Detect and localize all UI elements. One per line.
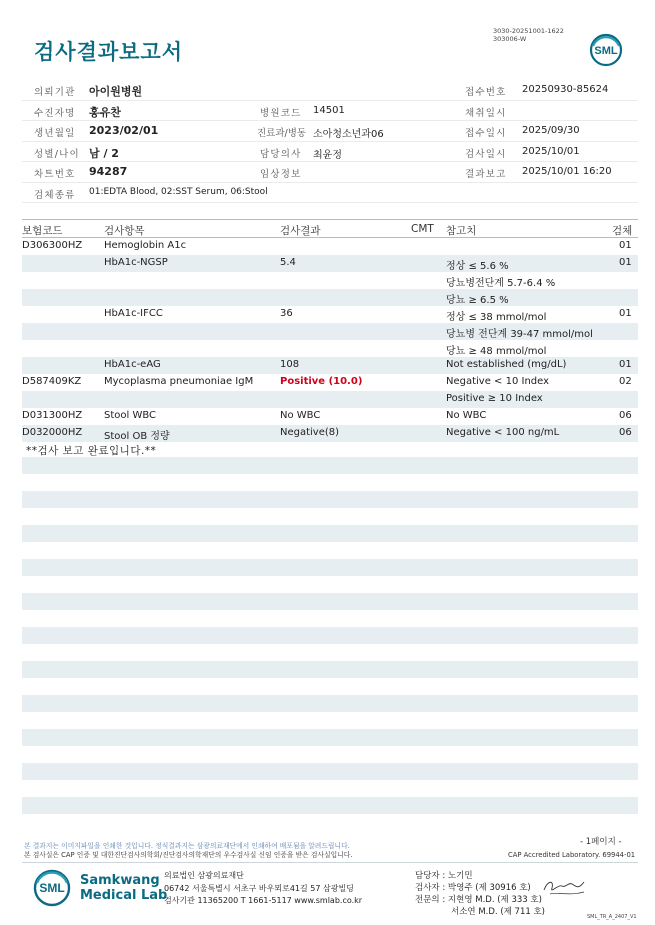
table-row bbox=[22, 340, 638, 357]
header-ref: 참고치 bbox=[446, 225, 477, 237]
notice-accreditation: 본 검사실은 CAP 인증 및 대한진단검사의학회/진단검사의학재단의 우수검사실 신임 인증을 받은 검사실입니다. bbox=[24, 851, 353, 859]
header-specimen: 검체 bbox=[612, 225, 633, 237]
patient-label: 수진자명 bbox=[34, 107, 76, 119]
report-complete-text: **검사 보고 완료입니다.** bbox=[26, 445, 157, 457]
doctor-value: 최윤정 bbox=[313, 149, 342, 161]
report-date-label: 결과보고 bbox=[465, 169, 507, 180]
sex-age-value: 남 / 2 bbox=[89, 146, 119, 160]
signature-icon bbox=[540, 876, 588, 898]
patient-info bbox=[22, 80, 638, 203]
test-date-value: 2025/10/01 bbox=[522, 145, 580, 157]
doc-id-1: 3030-20251001-1622 bbox=[493, 27, 564, 35]
receipt-no-value: 20250930-85624 bbox=[522, 84, 609, 95]
page-title: 검사결과보고서 bbox=[34, 40, 184, 64]
cell-item: HbA1c-NGSP bbox=[104, 257, 168, 268]
sex-age-label: 성별/나이 bbox=[34, 148, 80, 160]
cell-result: No WBC bbox=[280, 410, 321, 421]
cell-spec: 06 bbox=[619, 410, 632, 421]
cell-result: 108 bbox=[280, 359, 300, 370]
empty-row bbox=[22, 797, 638, 814]
cell-code: D031300HZ bbox=[22, 410, 83, 421]
hospital-label: 의뢰기관 bbox=[34, 87, 76, 98]
specimen-value: 01:EDTA Blood, 02:SST Serum, 06:Stool bbox=[89, 186, 268, 197]
specimen-label: 검체종류 bbox=[34, 189, 76, 201]
receipt-date-label: 접수일시 bbox=[465, 128, 507, 139]
cell-ref: 정상 ≤ 5.6 % bbox=[446, 261, 509, 272]
staff-list bbox=[415, 870, 545, 918]
info-row bbox=[22, 142, 638, 163]
cell-ref: Not established (mg/dL) bbox=[446, 359, 567, 370]
table-row bbox=[22, 238, 638, 255]
report-date-value: 2025/10/01 16:20 bbox=[522, 166, 612, 177]
cell-ref: 당뇨 ≥ 6.5 % bbox=[446, 295, 509, 306]
receipt-date-value: 2025/09/30 bbox=[522, 125, 580, 136]
cell-item: HbA1c-eAG bbox=[104, 359, 161, 370]
table-row bbox=[22, 272, 638, 289]
cell-ref: 당뇨병전단계 5.7-6.4 % bbox=[446, 278, 556, 289]
table-row bbox=[22, 391, 638, 408]
table-row bbox=[22, 323, 638, 340]
empty-row bbox=[22, 491, 638, 508]
notice-image-print: 본 결과지는 이미지파일을 인쇄한 것입니다. 정식결과지는 삼광의료재단에서 인쇄하여 배포됨을 알려드립니다. bbox=[24, 842, 350, 850]
info-row bbox=[22, 121, 638, 142]
hospital-code-value: 14501 bbox=[313, 104, 345, 116]
test-date-label: 검사일시 bbox=[465, 148, 507, 160]
results-table-body bbox=[22, 238, 638, 442]
staff-specialist-1: 전문의 : 지현영 M.D. (제 333 호) bbox=[415, 895, 542, 905]
sml-logo-icon bbox=[32, 868, 72, 908]
header-code: 보험코드 bbox=[22, 225, 63, 237]
empty-row bbox=[22, 729, 638, 746]
cell-code: D032000HZ bbox=[22, 427, 83, 438]
cell-ref: Negative < 100 ng/mL bbox=[446, 427, 560, 438]
patient-value: 홍유찬 bbox=[89, 105, 121, 119]
header-result: 검사결과 bbox=[280, 225, 321, 237]
cell-spec: 06 bbox=[619, 427, 632, 438]
empty-row bbox=[22, 627, 638, 644]
empty-rows bbox=[22, 457, 638, 831]
doc-id-2: 303006-W bbox=[493, 35, 527, 43]
info-row bbox=[22, 101, 638, 122]
cell-item: Hemoglobin A1c bbox=[104, 240, 187, 251]
table-row bbox=[22, 306, 638, 323]
cell-spec: 01 bbox=[619, 257, 632, 268]
org-name: 의료법인 삼광의료재단 bbox=[164, 871, 244, 880]
info-row bbox=[22, 80, 638, 101]
address: 06742 서울특별시 서초구 바우뫼로41길 57 삼광빌딩 bbox=[164, 883, 354, 893]
cell-ref: No WBC bbox=[446, 410, 487, 421]
cell-item: HbA1c-IFCC bbox=[104, 308, 163, 319]
empty-row bbox=[22, 457, 638, 474]
empty-row bbox=[22, 593, 638, 610]
empty-row bbox=[22, 525, 638, 542]
cell-ref: 정상 ≤ 38 mmol/mol bbox=[446, 312, 547, 323]
cap-accreditation: CAP Accredited Laboratory. 69944-01 bbox=[508, 851, 636, 859]
form-code: SML_TR_A_2407_V1 bbox=[587, 914, 637, 920]
cell-item: Stool OB 정량 bbox=[104, 431, 170, 442]
dept-label: 진료과/병동 bbox=[257, 128, 307, 139]
chart-value: 94287 bbox=[89, 165, 128, 178]
cell-item: Mycoplasma pneumoniae IgM bbox=[104, 376, 254, 387]
empty-row bbox=[22, 661, 638, 678]
brand-line-2: Medical Lab bbox=[80, 888, 168, 903]
cell-result: 36 bbox=[280, 308, 293, 319]
table-row bbox=[22, 425, 638, 442]
birth-label: 생년월일 bbox=[34, 128, 76, 139]
info-row bbox=[22, 162, 638, 183]
cell-spec: 01 bbox=[619, 240, 632, 251]
page-number: - 1페이지 - bbox=[580, 837, 622, 847]
brand-name bbox=[80, 873, 167, 903]
hospital-value: 아이원병원 bbox=[89, 85, 143, 98]
empty-row bbox=[22, 559, 638, 576]
info-row bbox=[22, 183, 638, 204]
cell-code: D306300HZ bbox=[22, 240, 83, 251]
cell-result-positive: Positive (10.0) bbox=[280, 376, 363, 387]
cell-ref: 당뇨병 전단계 39-47 mmol/mol bbox=[446, 329, 593, 340]
hospital-code-label: 병원코드 bbox=[260, 107, 302, 119]
brand-line-1: Samkwang bbox=[80, 873, 160, 888]
empty-row bbox=[22, 695, 638, 712]
staff-tester: 검사자 : 박영주 (제 30916 호) bbox=[415, 883, 531, 893]
empty-row bbox=[22, 763, 638, 780]
doctor-label: 담당의사 bbox=[260, 148, 302, 160]
sml-logo-icon bbox=[588, 32, 624, 68]
cell-ref: 당뇨 ≥ 48 mmol/mol bbox=[446, 346, 547, 357]
staff-manager: 담당자 : 노기민 bbox=[415, 871, 473, 881]
staff-specialist-2: 서소연 M.D. (제 711 호) bbox=[451, 907, 546, 917]
results-table-header bbox=[22, 219, 638, 238]
cell-spec: 02 bbox=[619, 376, 632, 387]
footer-notice bbox=[24, 842, 352, 860]
cell-code: D587409KZ bbox=[22, 376, 82, 387]
clinical-label: 임상정보 bbox=[260, 169, 302, 180]
footer-divider bbox=[22, 862, 638, 863]
receipt-no-label: 접수번호 bbox=[465, 87, 507, 98]
cell-ref: Negative < 10 Index bbox=[446, 376, 550, 387]
header-cmt: CMT bbox=[411, 223, 434, 235]
cell-result: 5.4 bbox=[280, 257, 296, 268]
org-address bbox=[164, 870, 362, 908]
table-row bbox=[22, 408, 638, 425]
cell-ref: Positive ≥ 10 Index bbox=[446, 393, 543, 404]
cell-item: Stool WBC bbox=[104, 410, 157, 421]
logo-text: SML bbox=[39, 881, 65, 895]
cell-spec: 01 bbox=[619, 359, 632, 370]
lab-info: 검사기관 11365200 T 1661-5117 www.smlab.co.kr bbox=[164, 896, 363, 905]
table-row bbox=[22, 289, 638, 306]
birth-value: 2023/02/01 bbox=[89, 124, 159, 137]
collect-date-label: 채취일시 bbox=[465, 107, 507, 119]
table-row bbox=[22, 357, 638, 374]
table-row bbox=[22, 255, 638, 272]
chart-label: 차트번호 bbox=[34, 169, 76, 180]
logo-text: SML bbox=[594, 45, 618, 57]
cell-spec: 01 bbox=[619, 308, 632, 319]
table-row bbox=[22, 374, 638, 391]
dept-value: 소아청소년과06 bbox=[313, 129, 384, 140]
document-ids bbox=[493, 27, 564, 43]
header-item: 검사항목 bbox=[104, 225, 145, 237]
cell-result: Negative(8) bbox=[280, 427, 340, 438]
